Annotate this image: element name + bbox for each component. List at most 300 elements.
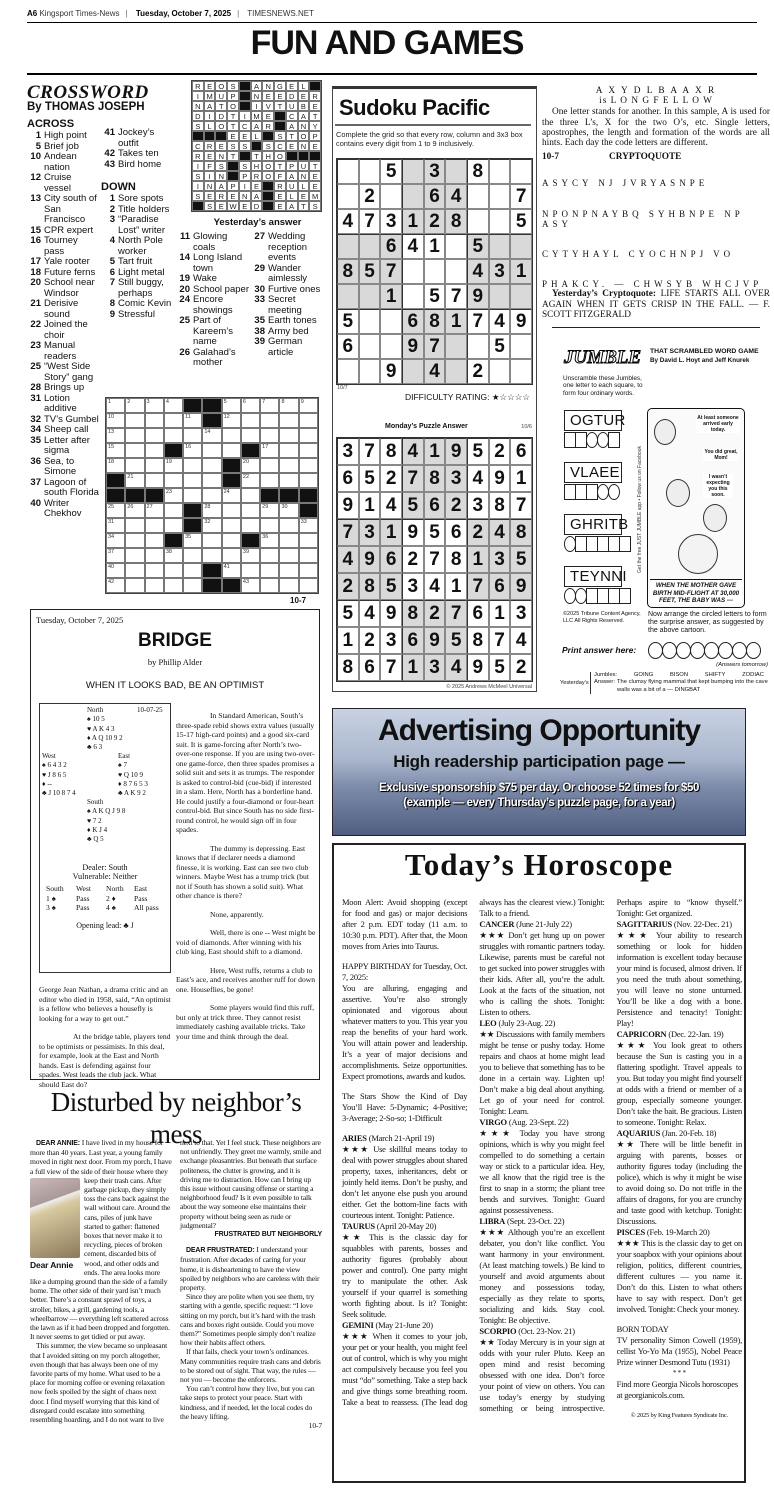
- clue: [27, 320, 100, 341]
- answer-cell: S: [239, 141, 251, 151]
- sudoku-cell[interactable]: [489, 234, 511, 259]
- crossword-cell[interactable]: [106, 458, 125, 473]
- crossword-cell[interactable]: [222, 503, 241, 518]
- north-label: North: [87, 706, 104, 714]
- crossword-cell[interactable]: [164, 563, 183, 578]
- sign-forecast: Today you have strong opinions, which is why you might feel compelled to do something a certain way or stick to a particular idea. Hey, we all know that the rigid tree is the first to snap in a storm; the pliant tree bends and survives. Tonight: Guard against possessiveness.: [479, 1128, 605, 1215]
- sudoku-cell[interactable]: [359, 334, 381, 359]
- crossword-cell[interactable]: [183, 473, 202, 488]
- crossword-cell[interactable]: [222, 443, 241, 458]
- sudoku-cell[interactable]: [445, 359, 467, 384]
- clue-number: 42: [104, 148, 115, 159]
- crossword-cell[interactable]: [279, 428, 298, 443]
- sudoku-cell[interactable]: [337, 234, 359, 259]
- clue-text: Army bed: [268, 325, 309, 337]
- clue-text: Encore showings: [193, 294, 233, 316]
- crossword-cell[interactable]: [145, 533, 164, 548]
- black-square: [202, 398, 221, 413]
- clue-text: CPR expert: [44, 224, 94, 236]
- bridge-paragraph: In Standard American, South’s three-spade rebid shows extra values (usually 15-17 high-card points) and a good six-card suit. It is game-forcing after North’s two-over-one response. If you are using two-over-one game-force, then three spades promises a solid suit and sets it as trumps. The responder is asked to control-bid (cue-bid) if interested in a slam. Here, North has a borderline hand. He could justify a four-diamond or four-heart control-bid. But since South has no side first-round control, he would sign off in four spades.: [176, 711, 315, 834]
- auction-call: Pass: [76, 893, 90, 903]
- black-square: [192, 131, 204, 141]
- cell-number: 39: [242, 549, 250, 555]
- black-square: [274, 121, 286, 131]
- crossword-cell[interactable]: [299, 578, 318, 593]
- crossword-cell[interactable]: [106, 563, 125, 578]
- cell-number: 36: [262, 534, 269, 540]
- crossword-cell[interactable]: [299, 533, 318, 548]
- answer-letter-box[interactable]: [662, 642, 677, 659]
- sign-name: ARIES: [342, 1133, 367, 1143]
- crossword-cell[interactable]: [260, 458, 279, 473]
- sign-dates: (Nov. 22-Dec. 21): [673, 919, 732, 929]
- crossword-cell[interactable]: [299, 398, 318, 413]
- crossword-cell[interactable]: [164, 428, 183, 443]
- crossword-cell[interactable]: [125, 563, 144, 578]
- crossword-cell[interactable]: [299, 518, 318, 533]
- answer-label: Answer:: [594, 679, 615, 686]
- sudoku-cell[interactable]: [359, 309, 381, 334]
- sudoku-cell: 2: [424, 209, 446, 234]
- clue-number: 26: [179, 346, 190, 358]
- answer-letter-box[interactable]: [676, 642, 691, 659]
- crossword-cell[interactable]: [145, 443, 164, 458]
- crossword-cell[interactable]: [106, 398, 125, 413]
- sudoku-cell: 9: [337, 492, 359, 519]
- crossword-cell[interactable]: [145, 473, 164, 488]
- crossword-cell[interactable]: [299, 458, 318, 473]
- crossword-cell[interactable]: [145, 398, 164, 413]
- sudoku-cell: 9: [424, 627, 446, 654]
- crossword-cell[interactable]: [125, 458, 144, 473]
- crossword-cell[interactable]: [260, 548, 279, 563]
- crossword-cell[interactable]: [145, 518, 164, 533]
- sign-forecast: When it comes to your job, your pet or your health, you might feel out of control, which is why you might act compulsively because you feel you must “do” something. Take a step back and give things some breathing room. Take a beat to reassess. (The lead dog always has the clearest view.) Tonight: Talk to a friend.: [342, 897, 605, 1407]
- sudoku-cell[interactable]: [467, 184, 489, 209]
- crossword-cell[interactable]: [202, 503, 221, 518]
- sudoku-cell[interactable]: [445, 259, 467, 284]
- crossword-cell[interactable]: [279, 473, 298, 488]
- crossword-cell[interactable]: [299, 443, 318, 458]
- answer-cell: O: [227, 101, 239, 111]
- crossword-cell[interactable]: [241, 413, 260, 428]
- answer-cell: G: [274, 81, 286, 91]
- crossword-cell[interactable]: [279, 518, 298, 533]
- opening-lead: Opening lead: ♣ J: [76, 920, 134, 930]
- cell-number: 4: [165, 399, 169, 405]
- crossword-cell[interactable]: [145, 578, 164, 593]
- crossword-cell[interactable]: [241, 473, 260, 488]
- answer-cell: I: [239, 111, 251, 121]
- crossword-cell[interactable]: [145, 428, 164, 443]
- crossword-cell[interactable]: [183, 413, 202, 428]
- reply-text: You can’t control how they live, but you can take steps to protect your peace. Start with kindness, and if needed, let the local codes do the heavy lifting.: [180, 1384, 315, 1421]
- sudoku-puzzle-grid[interactable]: [336, 158, 533, 385]
- crossword-cell[interactable]: [145, 413, 164, 428]
- sudoku-cell[interactable]: [337, 184, 359, 209]
- crossword-cell[interactable]: [164, 503, 183, 518]
- crossword-cell[interactable]: [183, 488, 202, 503]
- sudoku-cell: 4: [510, 627, 532, 654]
- sudoku-panel: [332, 86, 537, 692]
- crossword-cell[interactable]: [164, 578, 183, 593]
- crossword-cell[interactable]: [279, 413, 298, 428]
- answer-cell: E: [227, 131, 239, 141]
- answer-cell: C: [286, 111, 298, 121]
- black-square: [262, 201, 274, 211]
- crossword-cell[interactable]: [241, 518, 260, 533]
- letter-boxes[interactable]: [564, 484, 619, 500]
- crossword-cell[interactable]: [299, 428, 318, 443]
- yesterday-label: Yesterday’s: [560, 680, 589, 686]
- cell-number: 43: [242, 579, 250, 585]
- sudoku-cell[interactable]: [402, 359, 424, 384]
- crossword-cell[interactable]: [125, 443, 144, 458]
- crossword-cell[interactable]: [260, 413, 279, 428]
- crossword-cell[interactable]: [125, 413, 144, 428]
- crossword-cell[interactable]: [106, 548, 125, 563]
- sudoku-cell[interactable]: [359, 284, 381, 309]
- crossword-cell[interactable]: [260, 473, 279, 488]
- crossword-cell[interactable]: [299, 563, 318, 578]
- black-square: [251, 141, 263, 151]
- sudoku-cell[interactable]: [489, 284, 511, 309]
- crossword-cell[interactable]: [106, 533, 125, 548]
- jumble-panel: [560, 345, 772, 693]
- yesterday-answer: The clumsy flying mammal that kept bumping into the cave walls was a bit of a — DINGBAT: [617, 679, 768, 693]
- sudoku-cell: 5: [380, 573, 402, 600]
- crossword-cell[interactable]: [183, 458, 202, 473]
- letter-box[interactable]: [608, 432, 620, 448]
- crossword-cell[interactable]: [125, 473, 144, 488]
- answer-letter-box[interactable]: [746, 642, 761, 659]
- answer-cell: S: [274, 131, 286, 141]
- crossword-cell[interactable]: [202, 443, 221, 458]
- jumble-instructions: Unscramble these Jumbles, one letter to each square, to form four ordinary words.: [563, 375, 643, 397]
- crossword-cell[interactable]: [222, 428, 241, 443]
- sign-dates: (Feb. 19-March 20): [646, 1227, 710, 1237]
- clue-number: 37: [30, 476, 41, 488]
- crossword-cell[interactable]: [260, 503, 279, 518]
- crossword-grid[interactable]: [105, 397, 319, 594]
- sample-code: A X Y D L B A A X R: [595, 86, 717, 96]
- sudoku-cell[interactable]: [380, 309, 402, 334]
- horoscope-panel: [332, 843, 746, 1483]
- hearts: ♥ A K 4 3: [87, 724, 115, 733]
- sudoku-cell[interactable]: [467, 334, 489, 359]
- clue-number: 35: [254, 315, 265, 326]
- sudoku-cell[interactable]: [402, 284, 424, 309]
- crossword-cell[interactable]: [202, 473, 221, 488]
- crossword-cell[interactable]: [106, 428, 125, 443]
- crossword-cell[interactable]: [299, 413, 318, 428]
- crossword-cell[interactable]: [260, 398, 279, 413]
- black-square: [183, 398, 202, 413]
- sudoku-cell[interactable]: [402, 159, 424, 184]
- answer-cell: N: [192, 101, 204, 111]
- crossword-cell[interactable]: [241, 563, 260, 578]
- clue-text: Glowing coals: [193, 231, 228, 253]
- sudoku-cell: 5: [359, 259, 381, 284]
- crossword-cell[interactable]: [125, 548, 144, 563]
- crossword-cell[interactable]: [222, 563, 241, 578]
- circled-letter-box[interactable]: [608, 484, 620, 500]
- crossword-cell[interactable]: [279, 458, 298, 473]
- sudoku-cell: 8: [467, 627, 489, 654]
- clue-text: Jockey’s outfit: [118, 127, 155, 149]
- cell-number: 27: [146, 504, 153, 510]
- clue-text: School paper: [193, 283, 249, 295]
- sudoku-cell: 7: [380, 259, 402, 284]
- crossword-cell[interactable]: [260, 428, 279, 443]
- answer-letter-box[interactable]: [704, 642, 719, 659]
- crossword-cell[interactable]: [241, 503, 260, 518]
- crossword-cell[interactable]: [241, 488, 260, 503]
- crossword-cell[interactable]: [222, 488, 241, 503]
- crossword-cell[interactable]: [241, 428, 260, 443]
- crossword-cell[interactable]: [222, 518, 241, 533]
- jumble-tagline: THAT SCRAMBLED WORD GAME: [650, 348, 759, 355]
- crossword-cell[interactable]: [183, 578, 202, 593]
- site-link[interactable]: TIMESNEWS.NET: [247, 9, 314, 18]
- sudoku-cell[interactable]: [359, 359, 381, 384]
- answer-cell: T: [309, 111, 321, 121]
- crossword-cell[interactable]: [241, 398, 260, 413]
- crossword-cell[interactable]: [202, 428, 221, 443]
- sudoku-cell[interactable]: [489, 209, 511, 234]
- answer-letter-box[interactable]: [732, 642, 747, 659]
- sudoku-cell[interactable]: [489, 359, 511, 384]
- crossword-cell[interactable]: [106, 518, 125, 533]
- scrambled-word: VLAEE: [564, 462, 622, 483]
- auction-call: 1 ♠: [46, 893, 56, 903]
- crossword-cell[interactable]: [260, 563, 279, 578]
- answer-cell: E: [215, 141, 227, 151]
- crossword-author: By THOMAS JOSEPH: [27, 101, 145, 113]
- sign-text: [617, 1238, 742, 1315]
- cell-number: 29: [262, 504, 269, 510]
- crossword-cell[interactable]: [106, 413, 125, 428]
- sudoku-cell[interactable]: [489, 184, 511, 209]
- cell-number: 31: [108, 519, 115, 525]
- cryptoquote-code: 10-7: [542, 152, 560, 163]
- clue-text: Light metal: [118, 266, 165, 278]
- black-square: [279, 488, 298, 503]
- sudoku-cell[interactable]: [359, 234, 381, 259]
- crossword-cell[interactable]: [183, 533, 202, 548]
- crossword-cell[interactable]: [164, 413, 183, 428]
- sudoku-cell[interactable]: [467, 209, 489, 234]
- sudoku-cell: 8: [337, 654, 359, 681]
- crossword-cell[interactable]: [125, 533, 144, 548]
- black-square: [239, 81, 251, 91]
- sudoku-cell[interactable]: [445, 334, 467, 359]
- answer-letter-box[interactable]: [648, 642, 663, 659]
- sudoku-cell[interactable]: [402, 259, 424, 284]
- crossword-cell[interactable]: [241, 548, 260, 563]
- crossword-cell[interactable]: [164, 518, 183, 533]
- crossword-cell[interactable]: [106, 578, 125, 593]
- crossword-cell[interactable]: [279, 443, 298, 458]
- crossword-cell[interactable]: [125, 503, 144, 518]
- jumbles-label: Jumbles:: [594, 672, 618, 678]
- cell-number: 9: [300, 399, 304, 405]
- answer-cell: E: [239, 131, 251, 141]
- crossword-cell[interactable]: [241, 578, 260, 593]
- answer-letter-box[interactable]: [718, 642, 733, 659]
- crossword-cell[interactable]: [202, 518, 221, 533]
- advertising-banner[interactable]: [332, 708, 746, 836]
- crossword-cell[interactable]: [183, 563, 202, 578]
- sudoku-cell: 4: [337, 209, 359, 234]
- crossword-cell[interactable]: [222, 533, 241, 548]
- clue: [101, 236, 173, 257]
- sudoku-cell[interactable]: [402, 184, 424, 209]
- black-square: [262, 181, 274, 191]
- sudoku-cell: 4: [467, 259, 489, 284]
- crossword-cell[interactable]: [145, 458, 164, 473]
- sudoku-cell[interactable]: [337, 159, 359, 184]
- crossword-cell[interactable]: [202, 458, 221, 473]
- crossword-cell[interactable]: [279, 563, 298, 578]
- answer-cell: R: [274, 181, 286, 191]
- crossword-cell[interactable]: [241, 458, 260, 473]
- crossword-cell[interactable]: [279, 578, 298, 593]
- clue-text: Tart fruit: [118, 256, 153, 267]
- sudoku-cell: 8: [402, 600, 424, 627]
- letter-boxes[interactable]: [564, 588, 630, 604]
- crossword-cell[interactable]: [145, 548, 164, 563]
- crossword-cell[interactable]: [260, 533, 279, 548]
- sudoku-cell[interactable]: [510, 234, 532, 259]
- crossword-cell[interactable]: [183, 443, 202, 458]
- sudoku-cell: 9: [467, 654, 489, 681]
- sign-forecast: There will be little benefit in arguing with parents, bosses or authority figures today (including the police), which is why it might be wise to avoid doing so. Do not trifle in the affairs of dragons, for you are crunchy and taste good with ketchup. Tonight: Discussions.: [616, 1139, 742, 1226]
- clue-number: 34: [30, 424, 41, 435]
- sign-text: [479, 1128, 604, 1216]
- crossword-cell[interactable]: [202, 533, 221, 548]
- auction-call: 3 ♠: [46, 903, 56, 912]
- letter-box[interactable]: [619, 536, 631, 552]
- crossword-cell[interactable]: [164, 458, 183, 473]
- answer-cell: W: [227, 201, 239, 211]
- section-title: FUN AND GAMES: [250, 24, 524, 62]
- baby-figure: [678, 534, 718, 574]
- crossword-cell[interactable]: [279, 398, 298, 413]
- crossword-cell[interactable]: [279, 548, 298, 563]
- crossword-cell[interactable]: [222, 548, 241, 563]
- sudoku-cell[interactable]: [380, 184, 402, 209]
- crossword-cell[interactable]: [145, 503, 164, 518]
- sign-name: CAPRICORN: [616, 1029, 667, 1039]
- answer-boxes[interactable]: [648, 642, 760, 659]
- answer-cell: L: [251, 131, 263, 141]
- speech-bubble: I wasn’t expecting you this soon.: [703, 474, 733, 498]
- crossword-cell[interactable]: [260, 578, 279, 593]
- cell-number: 5: [223, 399, 227, 405]
- sudoku-cell[interactable]: [359, 159, 381, 184]
- cell-number: 14: [204, 429, 211, 435]
- crossword-cell[interactable]: [279, 503, 298, 518]
- answer-cell: D: [215, 111, 227, 121]
- sudoku-cell[interactable]: [489, 159, 511, 184]
- crossword-cell[interactable]: [125, 428, 144, 443]
- sudoku-cell[interactable]: [445, 159, 467, 184]
- crossword-cell[interactable]: [299, 473, 318, 488]
- crossword-cell[interactable]: [260, 443, 279, 458]
- clue: [27, 394, 100, 415]
- crossword-cell[interactable]: [164, 398, 183, 413]
- clue: [27, 236, 100, 257]
- sudoku-cell: 1: [359, 492, 381, 519]
- letter-boxes[interactable]: [564, 432, 619, 448]
- sudoku-cell: 7: [380, 654, 402, 681]
- crossword-cell[interactable]: [202, 548, 221, 563]
- clue-number: 33: [254, 294, 265, 305]
- crossword-cell[interactable]: [183, 548, 202, 563]
- crossword-cell[interactable]: [106, 503, 125, 518]
- answer-cell: E: [204, 151, 216, 161]
- bridge-column: [30, 609, 320, 1089]
- crossword-cell[interactable]: [125, 398, 144, 413]
- divider: [552, 327, 760, 328]
- clue: [251, 264, 325, 285]
- crossword-cell[interactable]: [164, 473, 183, 488]
- auction-call: Pass: [134, 893, 148, 903]
- sudoku-cell[interactable]: [380, 334, 402, 359]
- crossword-cell[interactable]: [145, 563, 164, 578]
- crossword-cell[interactable]: [222, 398, 241, 413]
- sudoku-cell[interactable]: [510, 334, 532, 359]
- sudoku-cell[interactable]: [337, 359, 359, 384]
- crossword-cell[interactable]: [125, 578, 144, 593]
- answer-cell: A: [286, 201, 298, 211]
- sudoku-cell[interactable]: [424, 259, 446, 284]
- crossword-cell[interactable]: [299, 548, 318, 563]
- clue-text: High point: [44, 130, 87, 141]
- clue-number: 35: [30, 434, 41, 446]
- cell-number: 22: [242, 474, 250, 480]
- sudoku-cell: 1: [445, 309, 467, 334]
- crossword-cell[interactable]: [125, 518, 144, 533]
- sudoku-cell[interactable]: [510, 284, 532, 309]
- crossword-cell[interactable]: [260, 518, 279, 533]
- crossword-cell[interactable]: [279, 533, 298, 548]
- crossword-cell[interactable]: [222, 413, 241, 428]
- clue: [101, 257, 173, 268]
- sudoku-cell[interactable]: [510, 359, 532, 384]
- down-heading: DOWN: [101, 181, 136, 193]
- sign-heading: [617, 1227, 742, 1238]
- south-hand: [87, 798, 125, 844]
- sign-forecast: You look great to others because the Sun is casting you in a flattering spotlight. Travel appeals to you. But today you might find yourself at odds with a friend or member of a group, especially someone younger. Don’t take the bait. Be gracious. Listen to someone. Tonight: Relax.: [616, 1040, 742, 1127]
- crossword-cell[interactable]: [164, 548, 183, 563]
- crossword-cell[interactable]: [164, 488, 183, 503]
- black-square: [215, 131, 227, 141]
- letter-boxes[interactable]: [564, 536, 630, 552]
- crossword-cell[interactable]: [106, 443, 125, 458]
- letter-box[interactable]: [619, 588, 631, 604]
- crossword-cell[interactable]: [183, 428, 202, 443]
- sudoku-cell[interactable]: [445, 234, 467, 259]
- sudoku-cell[interactable]: [510, 159, 532, 184]
- sudoku-cell: 4: [402, 234, 424, 259]
- sudoku-cell: 6: [380, 546, 402, 573]
- sudoku-cell: 9: [380, 359, 402, 384]
- crossword-cell[interactable]: [202, 488, 221, 503]
- sudoku-cell[interactable]: [337, 284, 359, 309]
- answer-letter-box[interactable]: [690, 642, 705, 659]
